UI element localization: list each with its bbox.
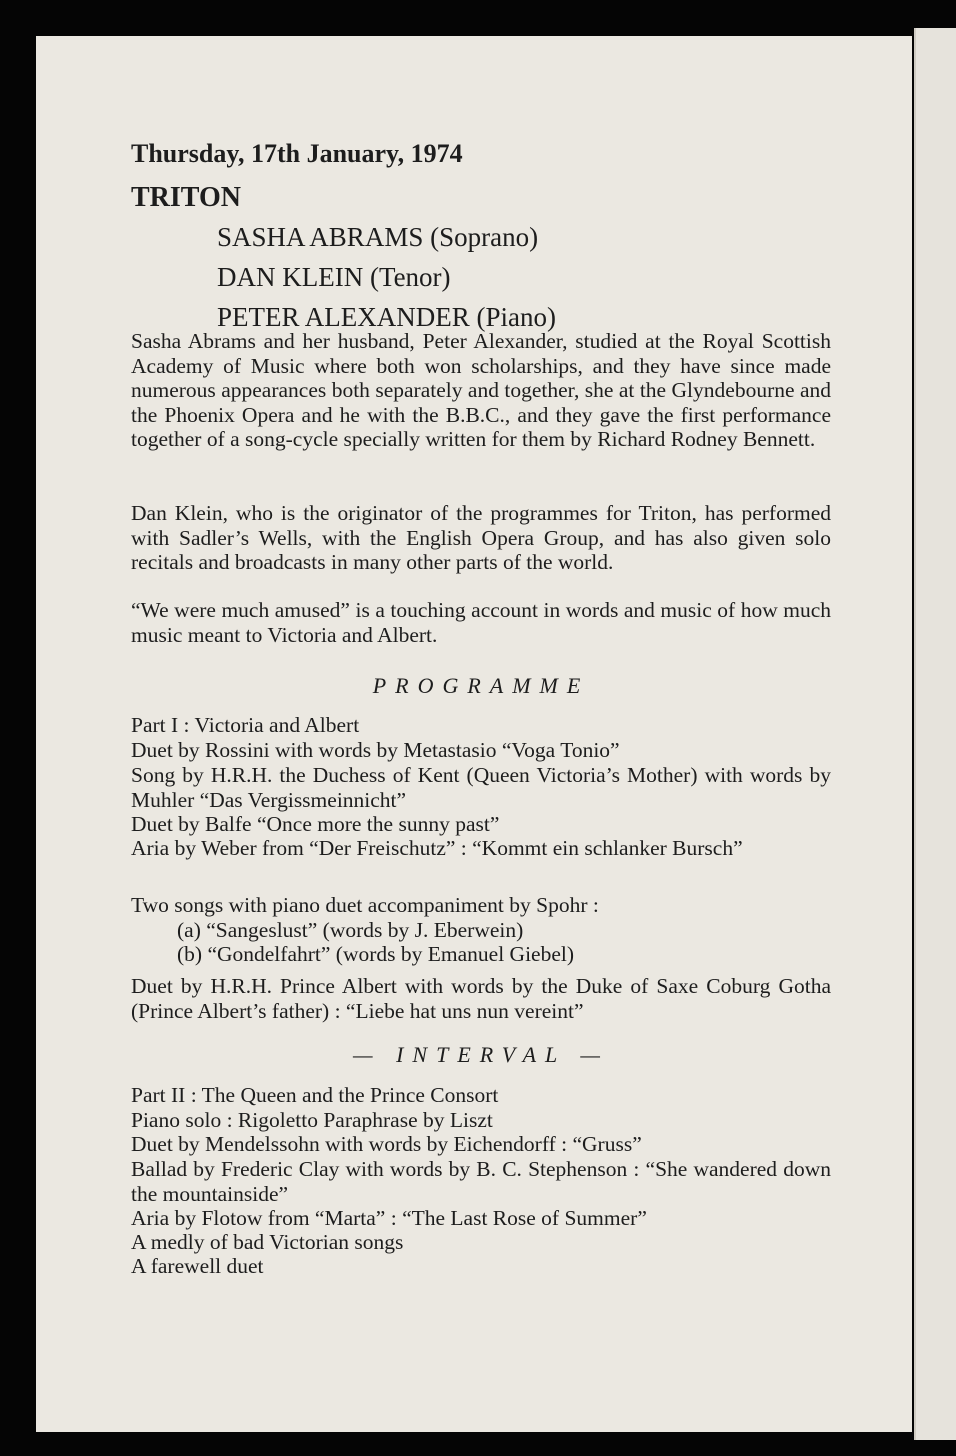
interval-heading: — INTERVAL — [353, 1042, 609, 1067]
programme-item: Song by H.R.H. the Duchess of Kent (Queen Victoria’s Mother) with words by Muhler “Das Vergissmeinnicht” [131, 763, 831, 812]
programme-item: Aria by Flotow from “Marta” : “The Last Rose of Summer” [131, 1206, 647, 1230]
programme-item: Ballad by Frederic Clay with words by B. C. Stephenson : “She wandered down the mountainside” [131, 1157, 831, 1206]
part1-title: Part I : Victoria and Albert [131, 713, 360, 737]
facing-page-edge [914, 28, 956, 1440]
programme-item: Duet by Balfe “Once more the sunny past” [131, 812, 500, 836]
programme-item: A farewell duet [131, 1254, 264, 1278]
song-item-a: (a) “Sangeslust” (words by J. Eberwein) [177, 918, 524, 942]
programme-item: Duet by Mendelssohn with words by Eichendorff : “Gruss” [131, 1132, 642, 1156]
bio-paragraph-abrams-alexander: Sasha Abrams and her husband, Peter Alexander, studied at the Royal Scottish Academy of Music where both won scholarships, and they have since made numerous appearances both separately and together, she at the Glyndebourne and the Phoenix Opera and he with the B.B.C., and they gave the first performance together of a song-cycle specially written for them by Richard Rodney Bennett. [131, 329, 831, 451]
programme-item: A medly of bad Victorian songs [131, 1230, 404, 1254]
programme-heading: PROGRAMME [372, 673, 590, 698]
programme-item: Aria by Weber from “Der Freischutz” : “Kommt ein schlanker Bursch” [131, 836, 743, 860]
song-item-b: (b) “Gondelfahrt” (words by Emanuel Giebel) [177, 942, 575, 966]
ensemble-name: TRITON [131, 182, 241, 213]
performer-piano: PETER ALEXANDER (Piano) [217, 302, 556, 332]
part2-title: Part II : The Queen and the Prince Consort [131, 1083, 499, 1107]
albert-duet: Duet by H.R.H. Prince Albert with words by the Duke of Saxe Coburg Gotha (Prince Albert’s father) : “Liebe hat uns nun vereint” [131, 974, 831, 1023]
programme-summary: “We were much amused” is a touching account in words and music of how much music meant to Victoria and Albert. [131, 598, 831, 647]
programme-item: Piano solo : Rigoletto Paraphrase by Liszt [131, 1108, 493, 1132]
bio-paragraph-klein: Dan Klein, who is the originator of the programmes for Triton, has performed with Sadler’s Wells, with the English Opera Group, and has also given solo recitals and broadcasts in many other parts of the world. [131, 501, 831, 574]
programme-item: Duet by Rossini with words by Metastasio “Voga Tonio” [131, 738, 620, 762]
event-date: Thursday, 17th January, 1974 [131, 139, 463, 168]
two-songs-heading: Two songs with piano duet accompaniment by Spohr : [131, 893, 599, 917]
performer-tenor: DAN KLEIN (Tenor) [217, 262, 451, 292]
performer-soprano: SASHA ABRAMS (Soprano) [217, 222, 539, 252]
programme-page [36, 36, 912, 1432]
